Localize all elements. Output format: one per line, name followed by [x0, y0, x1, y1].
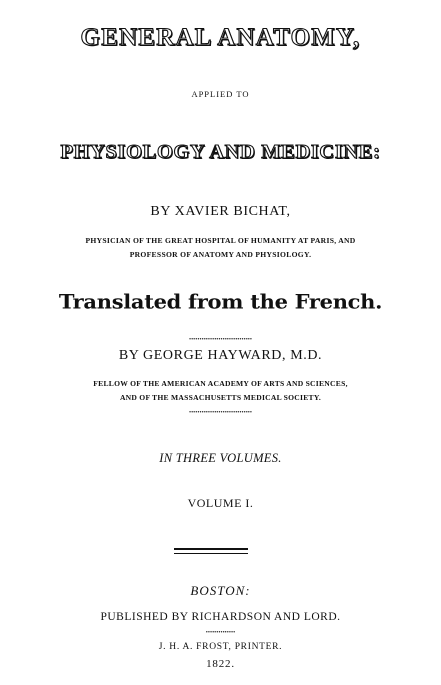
publisher-line: PUBLISHED BY RICHARDSON AND LORD.	[100, 611, 341, 623]
author-description-line-2: PROFESSOR OF ANATOMY AND PHYSIOLOGY.	[129, 250, 312, 259]
applied-to-label: APPLIED TO	[191, 89, 250, 99]
printer-line: J. H. A. FROST, PRINTER.	[158, 642, 283, 652]
author-description-line-1: PHYSICIAN OF THE GREAT HOSPITAL OF HUMANITY AT PARIS, AND	[85, 236, 356, 245]
translator-line: BY GEORGE HAYWARD, M.D.	[118, 348, 323, 363]
double-rule-thin	[174, 553, 248, 554]
dotted-divider-top: ••••••••••••••••••••••••••••••	[188, 337, 253, 343]
volume-count: IN THREE VOLUMES.	[159, 451, 282, 465]
dotted-divider-bottom: ••••••••••••••••••••••••••••••	[188, 410, 253, 416]
translator-description-line-2: AND OF THE MASSACHUSETTS MEDICAL SOCIETY.	[119, 393, 322, 402]
translator-description-line-1: FELLOW OF THE AMERICAN ACADEMY OF ARTS AND SCIENCES,	[93, 379, 348, 388]
volume-number: VOLUME I.	[187, 496, 254, 510]
publication-place: BOSTON:	[190, 583, 251, 598]
publication-year: 1822.	[206, 658, 235, 670]
book-title: GENERAL ANATOMY,	[80, 24, 361, 51]
double-rule-thick	[174, 548, 248, 550]
publisher-dots: ••••••••••••••	[205, 630, 236, 636]
translation-note: Translated from the French.	[58, 289, 383, 314]
book-subtitle: PHYSIOLOGY AND MEDICINE:	[60, 141, 381, 163]
author-line: BY XAVIER BICHAT,	[150, 204, 291, 219]
